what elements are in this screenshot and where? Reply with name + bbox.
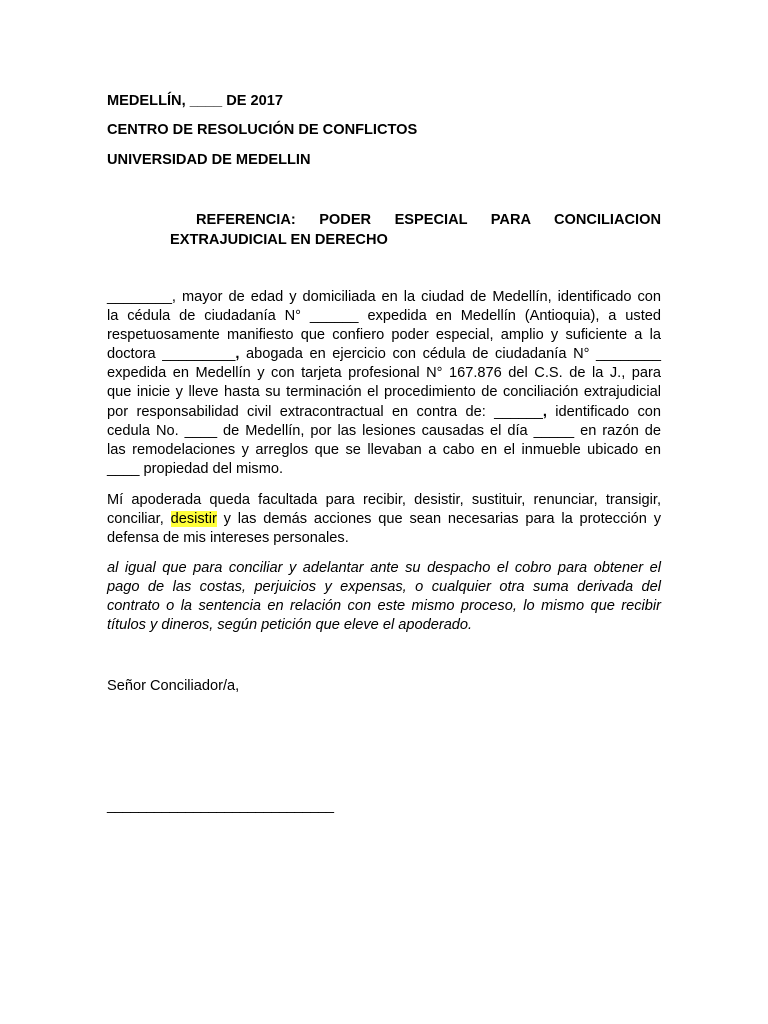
text-line: doctora _________, abogada en ejercicio con cédula de ciudadanía N° ________ <box>107 346 661 363</box>
addressee-center: CENTRO DE RESOLUCIÓN DE CONFLICTOS <box>107 122 418 138</box>
reference-line-2: EXTRAJUDICIAL EN DERECHO <box>170 232 388 248</box>
text-line: contrato o la sentencia en relación con este mismo proceso, lo mismo que recibir <box>107 598 661 615</box>
text-line: conciliar, desistir y las demás acciones que sean necesarias para la protección y <box>107 511 661 528</box>
highlighted-word: desistir <box>170 511 217 528</box>
text-line: ____ propiedad del mismo. <box>107 460 284 477</box>
text-line: cedula No. ____ de Medellín, por las lesiones causadas el día _____ en razón de <box>107 422 661 439</box>
text-line: títulos y dineros, según petición que eleve el apoderado. <box>107 617 473 634</box>
addressee-university: UNIVERSIDAD DE MEDELLIN <box>107 152 311 168</box>
signature-line: _____________________________ <box>107 798 334 814</box>
reference-block <box>170 210 661 250</box>
closing-salutation: Señor Conciliador/a, <box>107 678 240 694</box>
text-line: la cédula de ciudadanía N° ______ expedida en Medellín (Antioquia), a usted <box>107 308 661 325</box>
text-line: pago de las costas, perjuicios y expensas, o cualquier otra suma derivada del <box>107 579 661 596</box>
text-line: que inicie y lleve hasta su terminación el procedimiento de conciliación extrajudicial <box>107 384 661 401</box>
paragraph-power-of-attorney <box>107 288 661 479</box>
reference-line-1: REFERENCIA: PODER ESPECIAL PARA CONCILIACION <box>196 212 661 228</box>
paragraph-faculties <box>107 491 661 548</box>
text-line: defensa de mis intereses personales. <box>107 530 349 547</box>
text-line: al igual que para conciliar y adelantar ante su despacho el cobro para obtener el <box>107 560 661 576</box>
text-line: expedida en Medellín y con tarjeta profesional N° 167.876 del C.S. de la J., para <box>107 365 661 382</box>
paragraph-additional-faculties <box>107 559 661 635</box>
date-line: MEDELLÍN, ____ DE 2017 <box>107 93 284 109</box>
text-line: las remodelaciones y arreglos que se llevaban a cabo en el inmueble ubicado en <box>107 441 661 458</box>
text-line: respetuosamente manifiesto que confiero poder especial, amplio y suficiente a la <box>107 327 661 344</box>
text-line: ________, mayor de edad y domiciliada en la ciudad de Medellín, identificado con <box>107 289 661 305</box>
text-line: Mí apoderada queda facultada para recibir, desistir, sustituir, renunciar, transigir, <box>107 492 661 508</box>
text-line: por responsabilidad civil extracontractual en contra de: ______, identificado con <box>107 403 661 420</box>
